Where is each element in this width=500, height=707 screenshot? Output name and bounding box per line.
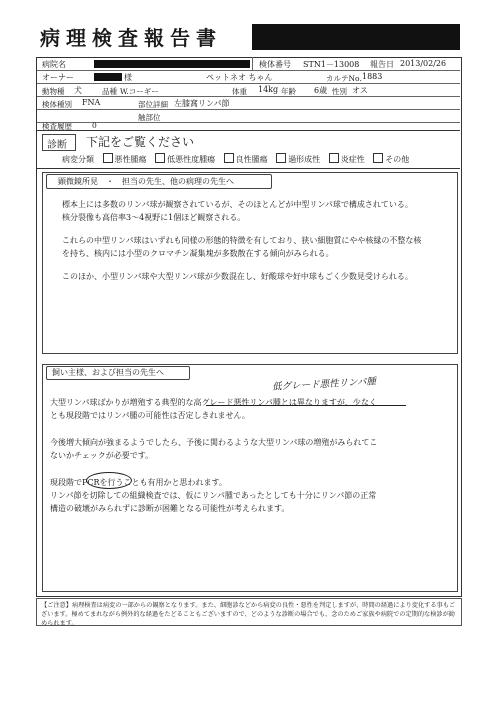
report-date-label: 報告日	[370, 60, 394, 69]
sample-number: STN1－13008	[303, 60, 360, 69]
comments-line: 大型リンパ球ばかりが増殖する典型的な高グレード悪性リンパ腫とは異なりますが、少なく	[50, 398, 377, 407]
sample-number-label: 検体番号	[259, 60, 291, 69]
findings-label: 顕微鏡所見 ・ 担当の先生、他の病理の先生へ	[58, 177, 234, 186]
age-value: 6歳	[314, 86, 328, 95]
checkbox-other[interactable]	[373, 153, 383, 163]
site-value: 左膝窩リンパ節	[174, 99, 230, 108]
notice-text: 病理検査は病変の一部からの観察となります。また、細胞診などから病変の良性・悪性を判定しますが、時間の経過により変化する事もございます。極めてまれながら例外的な経過をたどることもございますので、どのような診断の場合でも、念のためご家族や病院での定期的な検診が勧められます。	[41, 602, 456, 627]
option-malignant: 悪性腫瘍	[114, 155, 147, 164]
findings-line: を持ち、核内には小型のクロマチン凝集塊が多数散在する傾向がみられる。	[62, 249, 334, 258]
redacted-owner	[94, 73, 122, 81]
comments-line: とも現段階ではリンパ腫の可能性は否定しきれません。	[50, 411, 250, 420]
owner-label: オーナー	[42, 73, 74, 82]
comments-text	[50, 396, 377, 515]
option-benign: 良性腫瘍	[235, 155, 268, 164]
option-low-grade: 低悪性度腫瘍	[167, 155, 216, 164]
findings-line: 核分裂像も高倍率3～4視野に1個ほど観察される。	[62, 213, 246, 222]
animal-value: 犬	[74, 86, 82, 95]
weight-label: 体重	[232, 87, 247, 96]
owner-suffix: 様	[124, 73, 132, 82]
sex-value: オス	[352, 86, 368, 95]
findings-text	[62, 198, 421, 283]
pcr-circle-mark	[86, 472, 132, 489]
comments-line: 今後増大傾向が強まるようでしたら、予後に関わるような大型リンパ球の増殖がみられてこ	[50, 438, 378, 447]
comments-line: ないかチェックが必要です。	[50, 451, 154, 460]
checkbox-low-grade[interactable]	[155, 153, 165, 163]
history-value: 0	[92, 121, 97, 130]
weight-value: 14kg	[258, 85, 279, 94]
checkbox-hyperplastic[interactable]	[276, 153, 286, 163]
hospital-label: 病院名	[42, 60, 66, 69]
breed-value: W.コーギー	[120, 87, 159, 96]
page-title: 病理検査報告書	[40, 26, 222, 50]
comments-label: 飼い主様、および担当の先生へ	[52, 368, 164, 377]
pet-label: ペット	[206, 73, 230, 82]
findings-line: このほか、小型リンパ球や大型リンパ球が少数混在し、好酸球や好中球もごく少数見受けられる。	[62, 272, 413, 281]
comments-line: 構造の破壊がみられずに診断が困難となる可能性が考えられます。	[50, 504, 290, 513]
findings-title: 顕微鏡所見	[58, 177, 98, 186]
checkbox-benign[interactable]	[224, 153, 234, 163]
checkbox-malignant[interactable]	[103, 153, 113, 163]
underline-mark	[206, 405, 406, 406]
comments-line: リンパ節を切除しての組織検査では、仮にリンパ腫であったとしても十分にリンパ節の正常	[50, 491, 377, 500]
option-inflammatory: 炎症性	[340, 155, 365, 164]
lesion-category-label: 病変分類	[62, 155, 94, 164]
comments-line: 現段階でPCRを行うことも有用かと思われます。	[50, 478, 227, 487]
site-label: 部位詳細	[138, 100, 168, 109]
findings-line: これらの中型リンパ球はいずれも同様の形態的特徴を有しており、狭い細胞質にやや核縁の不整な核	[62, 236, 422, 245]
notice-label: 【ご注意】	[41, 602, 72, 609]
findings-line: 標本上には多数のリンパ球が観察されているが、そのほとんどが中型リンパ球で構成されている。	[62, 200, 413, 209]
site2-label: 触部位	[138, 113, 161, 122]
history-label: 検査履歴	[42, 122, 72, 131]
notice-box	[36, 598, 462, 626]
chart-number-label: カルテNo.	[326, 74, 362, 83]
checkbox-inflammatory[interactable]	[329, 153, 339, 163]
diagnosis-heading: 下記をご覧ください	[86, 135, 195, 149]
animal-label: 動物種	[42, 87, 65, 96]
pet-name: ネオ ちゃん	[230, 73, 273, 82]
option-other: その他	[385, 155, 410, 164]
sex-label: 性別	[332, 87, 347, 96]
handwritten-annotation: 低グレード悪性リンパ腫	[271, 376, 377, 393]
option-hyperplastic: 過形成性	[288, 155, 321, 164]
report-date: 2013/02/26	[400, 59, 447, 68]
sample-type-value: FNA	[82, 98, 101, 107]
chart-number: 1883	[362, 72, 383, 81]
breed-label: 品種	[102, 87, 117, 96]
redacted-header-block	[252, 24, 460, 50]
redacted-hospital	[94, 60, 250, 68]
findings-subtitle: 担当の先生、他の病理の先生へ	[122, 177, 234, 186]
age-label: 年齢	[281, 87, 296, 96]
diagnosis-label: 診断	[47, 140, 67, 151]
lesion-category-row	[62, 153, 409, 165]
sample-type-label: 検体種別	[42, 100, 72, 109]
